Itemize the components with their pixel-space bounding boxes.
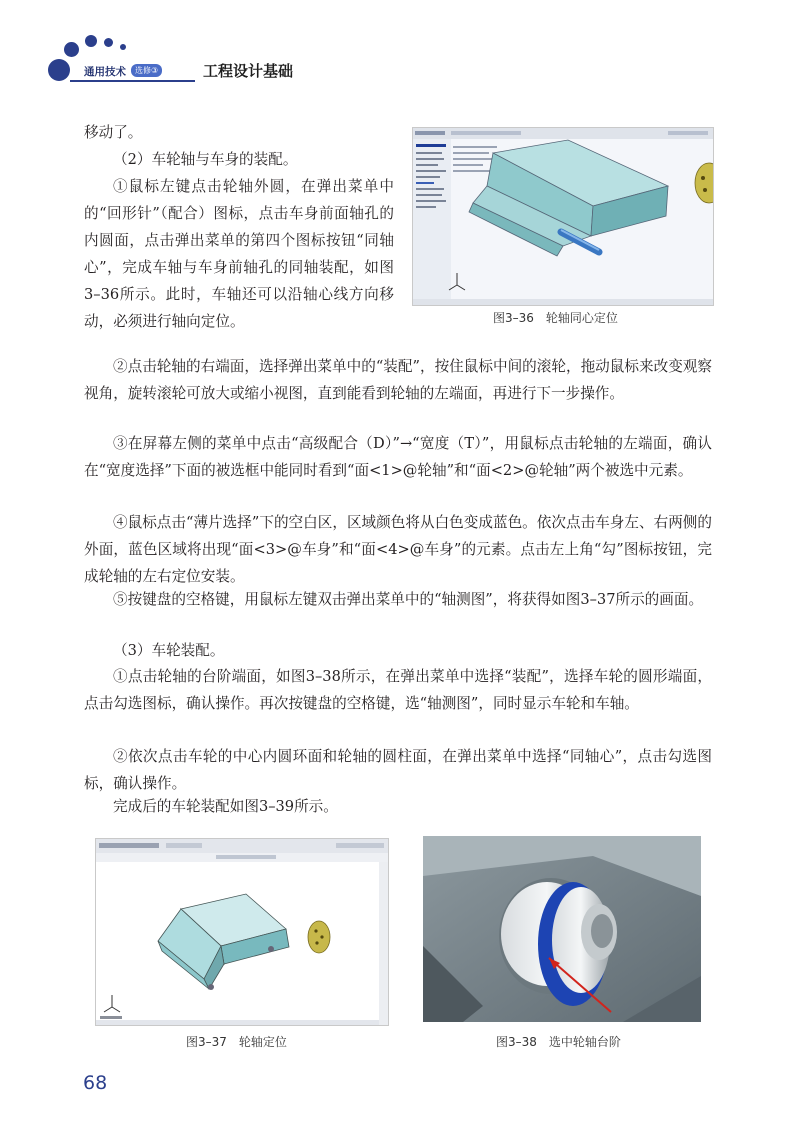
paragraph-2: ①鼠标左键点击轮轴外圆，在弹出菜单中的“回形针”（配合）图标，点击车身前面轴孔的内圆面，点击弹出菜单的第四个图标按钮“同轴心”，完成车轴与车身前轴孔的同轴装配，如图3–36所示。此时，车轴还可以沿轴心线方向移动，必须进行轴向定位。 (84, 178, 394, 330)
paragraph-10: 完成后的车轮装配如图3–39所示。 (113, 798, 338, 815)
figure-3-36-image (412, 127, 714, 306)
figure-3-37-caption: 图3–37 轮轴定位 (186, 1035, 287, 1049)
paragraph-4: ③在屏幕左侧的菜单中点击“高级配合（D）”→“宽度（T）”，用鼠标点击轮轴的左端面，确认在“宽度选择”下面的被选框中能同时看到“面<1>@轮轴”和“面<2>@轮轴”两个被选中元素。 (84, 435, 712, 479)
page-number: 68 (83, 1072, 108, 1094)
figure-3-36-caption: 图3–36 轮轴同心定位 (493, 311, 618, 325)
book-title: 工程设计基础 (203, 62, 294, 80)
paragraph-5: ④鼠标点击“薄片选择”下的空白区，区域颜色将从白色变成蓝色。依次点击车身左、右两侧的外面，蓝色区域将出现“面<3>@车身”和“面<4>@车身”的元素。点击左上角“勾”图标按钮，完成轮轴的左右定位安装。 (84, 514, 712, 585)
series-badge: 选修③ (131, 64, 162, 77)
figure-3-38-image (423, 836, 701, 1022)
header-dot-small (104, 38, 113, 47)
paragraph-9: ②依次点击车轮的中心内圆环面和轮轴的圆柱面，在弹出菜单中选择“同轴心”，点击勾选图标，确认操作。 (84, 748, 712, 792)
header-dot-medium (64, 42, 79, 57)
header-rule (70, 80, 195, 82)
paragraph-1: （2）车轮轴与车身的装配。 (113, 151, 298, 168)
paragraph-3: ②点击轮轴的右端面，选择弹出菜单中的“装配”，按住鼠标中间的滚轮，拖动鼠标来改变观察视角，旋转滚轮可放大或缩小视图，直到能看到轮轴的左端面，再进行下一步操作。 (84, 358, 712, 402)
paragraph-6: ⑤按键盘的空格键，用鼠标左键双击弹出菜单中的“轴测图”，将获得如图3–37所示的画面。 (113, 591, 704, 608)
header-dot-tiny (120, 44, 126, 50)
header-dot-large (48, 59, 70, 81)
paragraph-7: （3）车轮装配。 (113, 642, 225, 659)
paragraph-8: ①点击轮轴的台阶端面，如图3–38所示，在弹出菜单中选择“装配”，选择车轮的圆形端面，点击勾选图标，确认操作。再次按键盘的空格键，选“轴测图”，同时显示车轮和车轴。 (84, 668, 712, 712)
figure-3-38-caption: 图3–38 选中轮轴台阶 (496, 1035, 621, 1049)
series-label: 通用技术 (84, 66, 126, 78)
paragraph-0: 移动了。 (84, 124, 143, 141)
page-header (0, 0, 808, 100)
figure-3-37-image (95, 838, 389, 1026)
header-dot-medium-2 (85, 35, 97, 47)
